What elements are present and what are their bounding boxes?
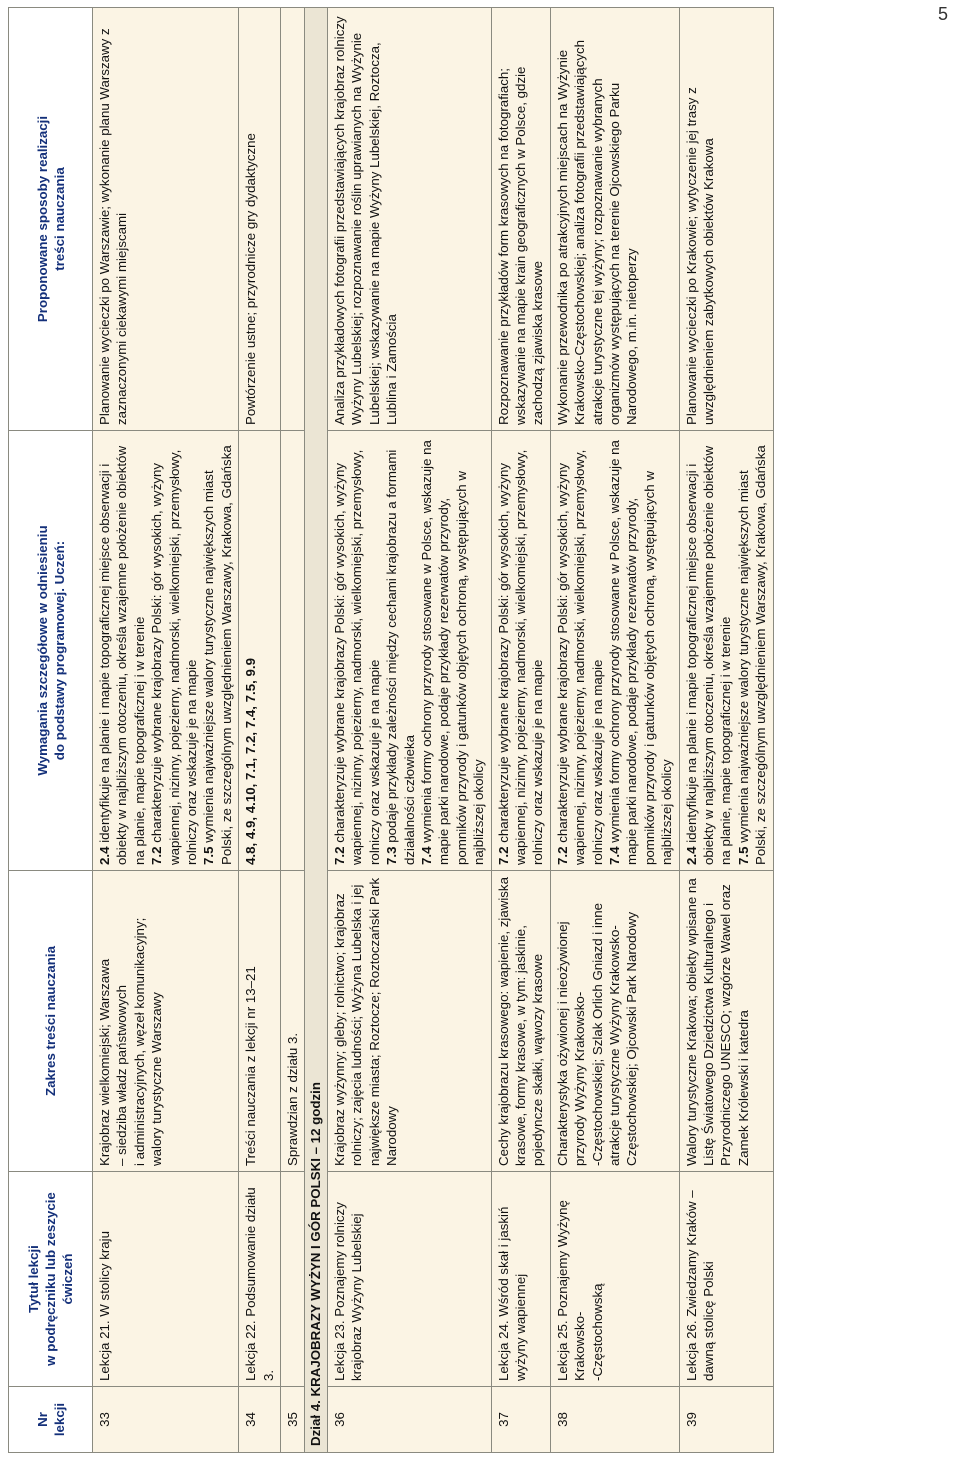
lesson-title: Lekcja 24. Wśród skał i jaskiń wyżyny wapiennej <box>491 1172 550 1387</box>
requirement-codes: 4.8, 4.9, 4.10, 7.1, 7.2, 7.4, 7.5, 9.9 <box>243 658 259 865</box>
scope-cell: Charakterystyka ożywionej i nieożywionej przyrody Wyżyny Krakowsko- -Częstochowskiej; Szlak Orlich Gniazd i inne atrakcje turystyczne Wyżyny Krakowsko-Częstochowskiej; Ojcowski Park Narodowy <box>550 871 679 1172</box>
requirement-entry: 7.5 wymienia najważniejsze walory turystyczne największych miast Polski, ze szczególnym uwzględnieniem Warszawy, Krakowa, Gdańska <box>201 445 234 865</box>
scope-cell: Krajobraz wyżynny; gleby; rolnictwo; krajobraz rolniczy; zajęcia ludności; Wyżyna Lubelska i jej największe miasta; Roztocze; Roztoczański Park Narodowy <box>327 871 491 1172</box>
requirement-entry: 2.4 identyfikuje na planie i mapie topograficznej miejsce obserwacji i obiekty w najbliższym otoczeniu, określa wzajemne położenie obiektów na planie, mapie topograficznej i w terenie <box>683 445 734 865</box>
table-row <box>281 8 305 1453</box>
scope-cell: Cechy krajobrazu krasowego: wapienie, zjawiska krasowe, formy krasowe, w tym: jaskinie, pojedyncze skałki, wąwozy krasowe <box>491 871 550 1172</box>
proposals-cell: Wykonanie przewodnika po atrakcyjnych miejscach na Wyżynie Krakowsko-Częstochowskiej; analiza fotografii przedstawiających atrakcje turystyczne tej wyżyny; rozpoznawanie wybranych organizmów występujących na terenie Ojcowskiego Parku Narodowego, m.in. nietoperzy <box>550 8 679 431</box>
requirement-entry: 7.5 wymienia najważniejsze walory turystyczne największych miast Polski, ze szczególnym uwzględnieniem Warszawy, Krakowa, Gdańska <box>735 445 769 865</box>
requirements-cell <box>239 431 281 871</box>
requirements-cell <box>281 431 305 871</box>
requirement-entry: 7.2 charakteryzuje wybrane krajobrazy Polski: gór wysokich, wyżyny wapiennej, nizinny, pojezierny, nadmorski, wielkomiejski, przemysłowy, rolniczy oraz wskazuje je na mapie <box>495 449 546 865</box>
scope-cell: Sprawdzian z działu 3. <box>281 871 305 1172</box>
table-row <box>93 8 239 1453</box>
row-number: 36 <box>327 1387 491 1453</box>
header-title: Tytuł lekcji w podręczniku lub zeszycie ćwiczeń <box>9 1172 93 1387</box>
requirement-entry: 7.2 charakteryzuje wybrane krajobrazy Polski: gór wysokich, wyżyny wapiennej, nizinny, pojezierny, nadmorski, wielkomiejski, przemysłowy, rolniczy oraz wskazuje je na mapie <box>331 449 382 865</box>
requirement-entry: 7.4 wymienia formy ochrony przyrody stosowane w Polsce, wskazuje na mapie parki narodowe, podaje przykłady rezerwatów przyrody, pomników przyrody i gatunków objętych ochroną, występujących w najbliższej okolicy <box>418 440 487 865</box>
requirements-cell <box>679 431 773 871</box>
header-nr: Nr lekcji <box>9 1387 93 1453</box>
table-row <box>550 8 679 1453</box>
curriculum-table <box>8 7 774 1453</box>
requirement-entry: 7.2 charakteryzuje wybrane krajobrazy Polski: gór wysokich, wyżyny wapiennej, nizinny, pojezierny, nadmorski, wielkomiejski, przemysłowy, rolniczy oraz wskazuje je na mapie <box>149 449 200 865</box>
row-number: 35 <box>281 1387 305 1453</box>
lesson-title: Lekcja 22. Podsumowanie działu 3. <box>239 1172 281 1387</box>
rotated-page <box>8 8 913 1453</box>
requirements-cell <box>93 431 239 871</box>
requirements-cell <box>550 431 679 871</box>
row-number: 37 <box>491 1387 550 1453</box>
table-row <box>239 8 281 1453</box>
scope-cell: Treści nauczania z lekcji nr 13–21 <box>239 871 281 1172</box>
lesson-title: Lekcja 23. Poznajemy rolniczy krajobraz Wyżyny Lubelskiej <box>327 1172 491 1387</box>
header-row <box>9 8 93 1453</box>
section-row <box>305 8 327 1453</box>
header-scope: Zakres treści nauczania <box>9 871 93 1172</box>
requirement-entry: 7.4 wymienia formy ochrony przyrody stosowane w Polsce, wskazuje na mapie parki narodowe, podaje przykłady rezerwatów przyrody, pomników przyrody i gatunków objętych ochroną, występujących w najbliższej okolicy <box>606 440 675 865</box>
scope-cell: Walory turystyczne Krakowa; obiekty wpisane na Listę Światowego Dziedzictwa Kulturalnego i Przyrodniczego UNESCO; wzgórze Wawel oraz Zamek Królewski i katedra <box>679 871 773 1172</box>
proposals-cell: Planowanie wycieczki po Krakowie; wytyczenie jej trasy z uwzględnieniem zabytkowych obiektów Krakowa <box>679 8 773 431</box>
table-row <box>491 8 550 1453</box>
requirement-entry: 7.2 charakteryzuje wybrane krajobrazy Polski: gór wysokich, wyżyny wapiennej, nizinny, pojezierny, nadmorski, wielkomiejski, przemysłowy, rolniczy oraz wskazuje je na mapie <box>554 449 605 865</box>
row-number: 39 <box>679 1387 773 1453</box>
requirement-entry: 2.4 identyfikuje na planie i mapie topograficznej miejsce obserwacji i obiekty w najbliższym otoczeniu, określa wzajemne położenie obiektów na planie, mapie topograficznej i w terenie <box>97 445 147 865</box>
header-proposals: Proponowane sposoby realizacji treści nauczania <box>9 8 93 431</box>
row-number: 33 <box>93 1387 239 1453</box>
table-row <box>327 8 491 1453</box>
lesson-title: Lekcja 21. W stolicy kraju <box>93 1172 239 1387</box>
requirements-cell <box>491 431 550 871</box>
proposals-cell <box>281 8 305 431</box>
requirements-cell <box>327 431 491 871</box>
proposals-cell: Planowanie wycieczki po Warszawie; wykonanie planu Warszawy z zaznaczonymi ciekawymi miejscami <box>93 8 239 431</box>
lesson-title: Lekcja 26. Zwiedzamy Kraków – dawną stolicę Polski <box>679 1172 773 1387</box>
scope-cell: Krajobraz wielkomiejski; Warszawa – siedziba władz państwowych i administracyjnych, węzeł komunikacyjny; walory turystyczne Warszawy <box>93 871 239 1172</box>
page-number: 5 <box>938 4 949 24</box>
requirement-entry: 7.3 podaje przykłady zależności między cechami krajobrazu a formami działalności człowieka <box>384 449 417 865</box>
proposals-cell: Powtórzenie ustne; przyrodnicze gry dydaktyczne <box>239 8 281 431</box>
table-row <box>679 8 773 1453</box>
lesson-title: Lekcja 25. Poznajemy Wyżynę Krakowsko- -Częstochowską <box>550 1172 679 1387</box>
row-number: 34 <box>239 1387 281 1453</box>
header-requirements: Wymagania szczegółowe w odniesieniu do podstawy programowej. Uczeń: <box>9 431 93 871</box>
section-title: Dział 4. KRAJOBRAZY WYŻYN I GÓR POLSKI – 12 godzin <box>305 8 327 1453</box>
row-number: 38 <box>550 1387 679 1453</box>
proposals-cell: Rozpoznawanie przykładów form krasowych na fotografiach; wskazywanie na mapie krain geograficznych w Polsce, gdzie zachodzą zjawiska krasowe <box>491 8 550 431</box>
proposals-cell: Analiza przykładowych fotografii przedstawiających krajobraz rolniczy Wyżyny Lubelskiej; rozpoznawanie roślin uprawianych na Wyżynie Lubelskiej; wskazywanie na mapie Wyżyny Lubelskiej, Roztocza, Lublina i Zamościa <box>327 8 491 431</box>
lesson-title <box>281 1172 305 1387</box>
